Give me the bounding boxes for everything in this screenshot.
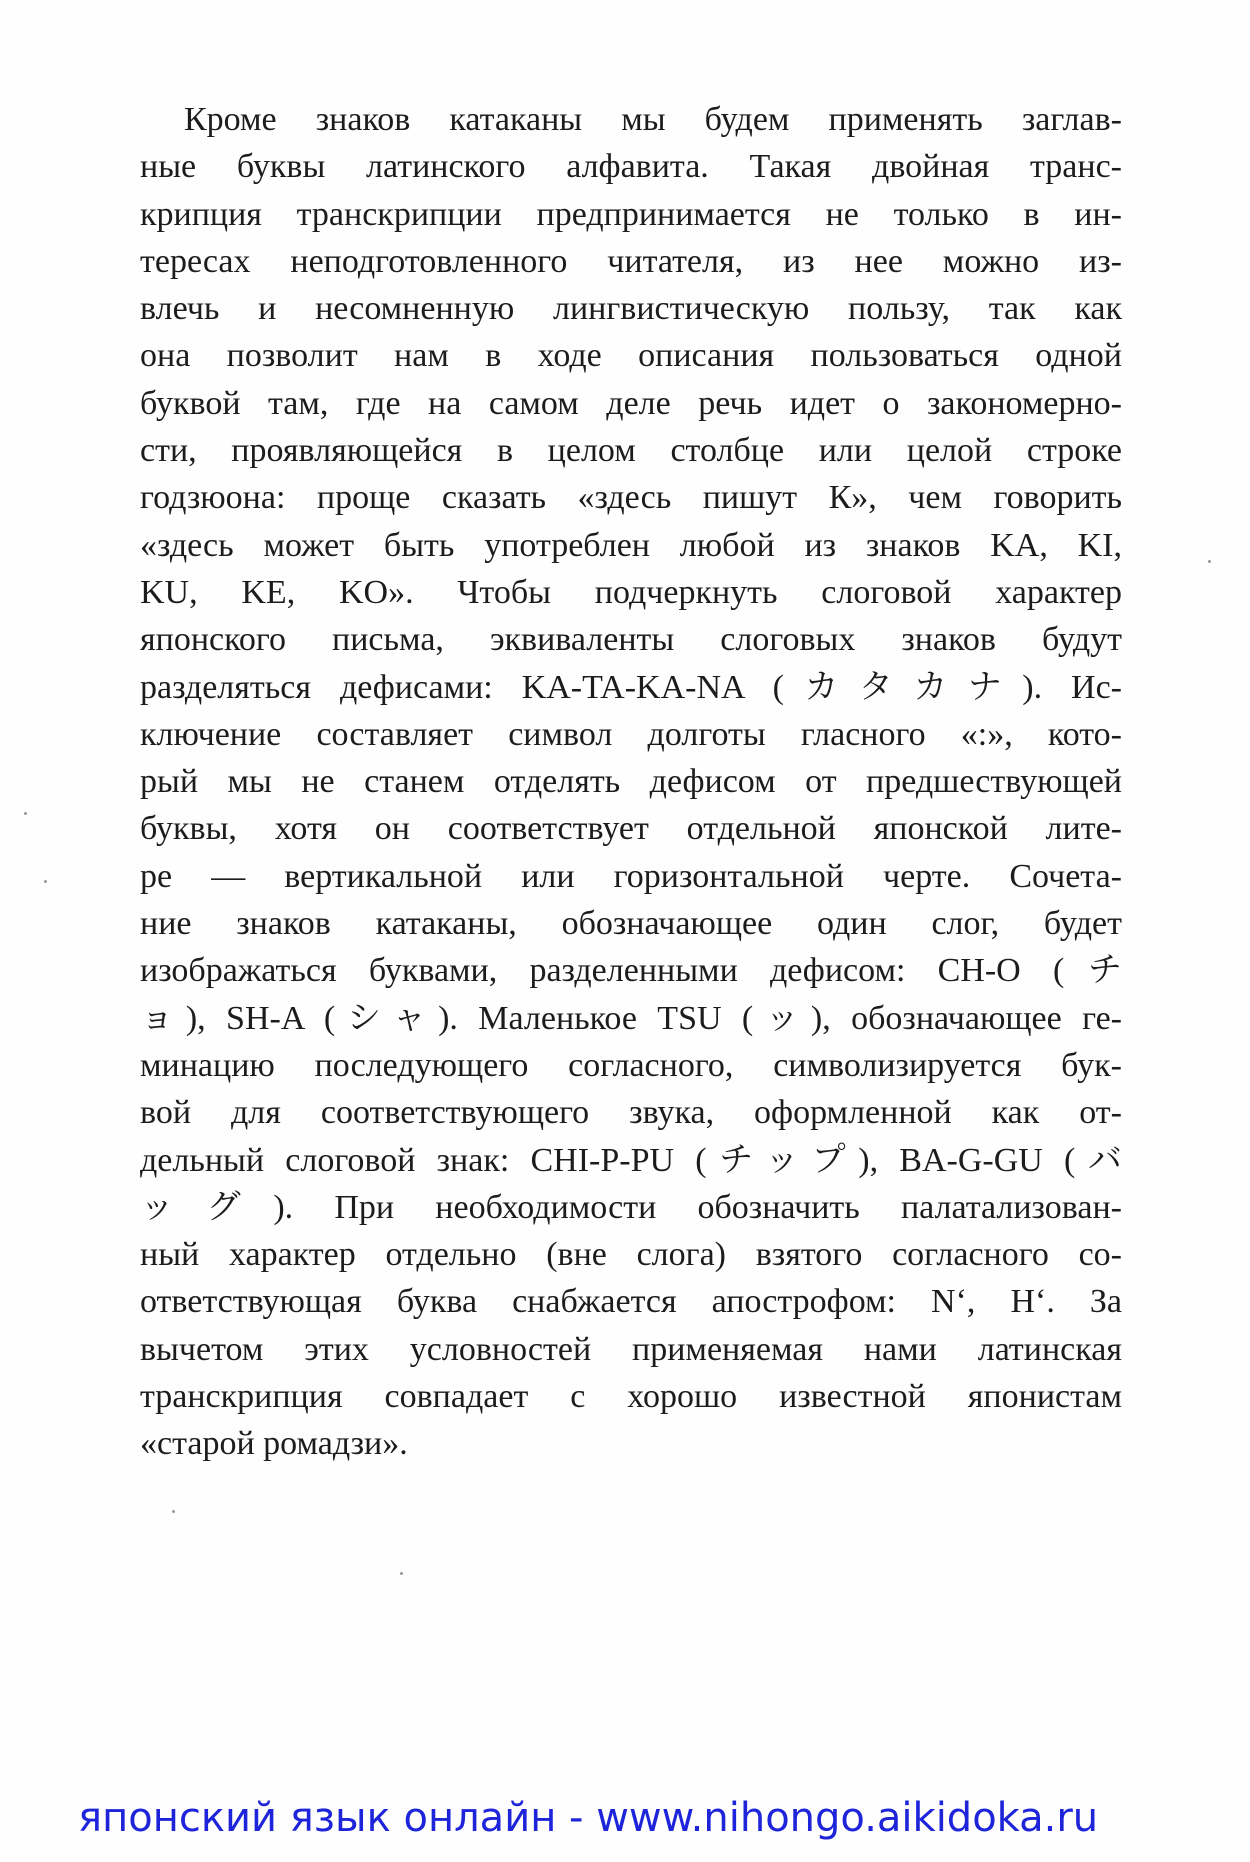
text-line: изображаться буквами, разделенными дефисом: CH-O (チ xyxy=(140,952,1122,990)
text-line: ре — вертикальной или горизонтальной черте. Сочета- xyxy=(140,857,1122,895)
scan-speck xyxy=(172,1510,175,1513)
scan-speck xyxy=(24,812,27,815)
text-line: вой для соответствующего звука, оформленной как от- xyxy=(140,1094,1122,1132)
text-line: ние знаков катаканы, обозначающее один слог, будет xyxy=(140,905,1122,943)
scan-speck xyxy=(44,880,47,883)
text-line: ョ), SH-A (シャ). Маленькое TSU (ッ), обозначающее ге- xyxy=(140,999,1122,1037)
text-line: японского письма, эквиваленты слоговых знаков будут xyxy=(140,621,1122,659)
text-line: минацию последующего согласного, символизируется бук- xyxy=(140,1046,1122,1084)
body-text xyxy=(140,96,1122,1468)
text-line: влечь и несомненную лингвистическую пользу, так как xyxy=(140,290,1122,328)
text-line: рый мы не станем отделять дефисом от предшествующей xyxy=(140,763,1122,801)
text-line: сти, проявляющейся в целом столбце или целой строке xyxy=(140,432,1122,470)
text-line: тересах неподготовленного читателя, из нее можно из- xyxy=(140,242,1122,280)
text-line: она позволит нам в ходе описания пользоваться одной xyxy=(140,337,1122,375)
text-line: транскрипция совпадает с хорошо известной японистам xyxy=(140,1378,1122,1416)
text-line: «здесь может быть употреблен любой из знаков KA, KI, xyxy=(140,526,1122,564)
text-line: буквы, хотя он соответствует отдельной японской лите- xyxy=(140,810,1122,848)
text-line: ответствующая буква снабжается апострофом: N‘, H‘. За xyxy=(140,1283,1122,1321)
scan-speck xyxy=(400,1572,403,1575)
text-line: KU, KE, KO». Чтобы подчеркнуть слоговой характер xyxy=(140,573,1122,611)
text-line: «старой ромадзи». xyxy=(140,1425,408,1463)
text-line: крипция транскрипции предпринимается не только в ин- xyxy=(140,195,1122,233)
text-line: ключение составляет символ долготы гласного «:», кото- xyxy=(140,715,1122,753)
text-line: ный характер отдельно (вне слога) взятого согласного со- xyxy=(140,1236,1122,1274)
text-line: дельный слоговой знак: CHI-P-PU (チップ), BA-G-GU (バ xyxy=(140,1141,1122,1179)
text-line: ッグ). При необходимости обозначить палатализован- xyxy=(140,1188,1122,1226)
text-line: вычетом этих условностей применяемая нами латинская xyxy=(140,1330,1122,1368)
text-line: годзюона: проще сказать «здесь пишут К», чем говорить xyxy=(140,479,1122,517)
text-line: буквой там, где на самом деле речь идет о закономерно- xyxy=(140,384,1122,422)
text-line: разделяться дефисами: KA-TA-KA-NA (カタカナ). Ис- xyxy=(140,668,1122,706)
scan-speck xyxy=(1208,560,1211,563)
text-line: Кроме знаков катаканы мы будем применять заглав- xyxy=(184,101,1122,138)
site-watermark-link[interactable]: японский язык онлайн - www.nihongo.aikidoka.ru xyxy=(78,1795,1099,1841)
text-line: ные буквы латинского алфавита. Такая двойная транс- xyxy=(140,148,1122,186)
